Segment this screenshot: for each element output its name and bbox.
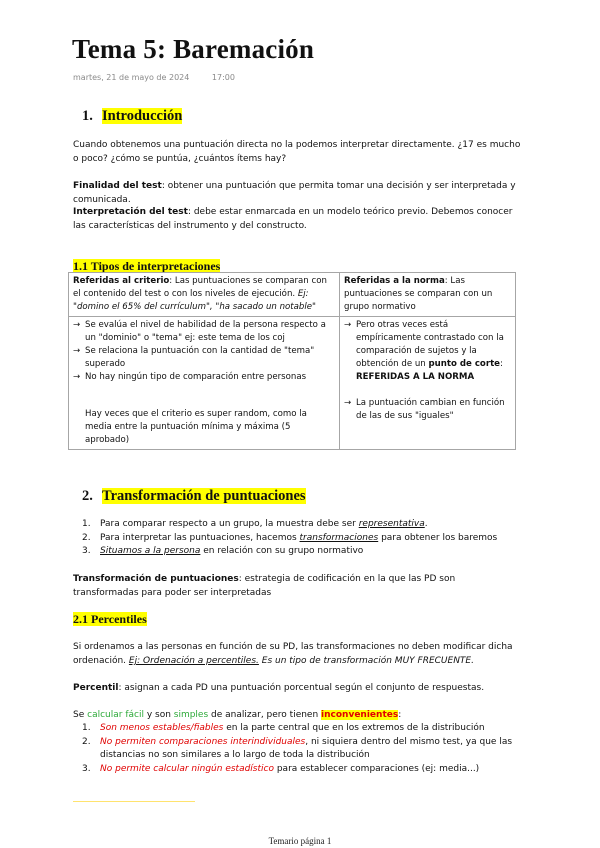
criterio-item [73, 319, 335, 345]
arrow-icon: → [73, 346, 81, 356]
percentiles-emphasis: Es un tipo de transformación MUY FRECUENTE. [258, 656, 474, 666]
section-1-1-title: 1.1 Tipos de interpretaciones [73, 259, 221, 273]
section-1-title: Introducción [102, 108, 183, 124]
page-meta [73, 73, 235, 82]
page-date: martes, 21 de mayo de 2024 [73, 73, 190, 82]
page-footer: Temario página 1 [268, 836, 332, 846]
transformacion-definition [73, 572, 521, 600]
list-text: para obtener los baremos [378, 532, 498, 543]
arrow-icon: → [344, 320, 352, 330]
simples: simples [173, 710, 209, 720]
list-number: 3. [82, 763, 91, 774]
list-number: 3. [82, 546, 91, 556]
page-title: Tema 5: Baremación [72, 34, 315, 64]
list-number: 1. [82, 723, 91, 733]
norma-item-text: Pero otras veces está empíricamente contrastado con la comparación de sujetos y la obtención de un [356, 320, 504, 369]
list-item [82, 763, 522, 777]
list-emphasis: Situamos a la persona [100, 546, 201, 556]
arrow-icon: → [73, 372, 81, 382]
section-2-1-heading [73, 612, 147, 627]
text: de analizar, pero tienen [208, 710, 322, 720]
list-red-text: No permiten comparaciones interindividuales [100, 736, 306, 747]
table-body-row [69, 317, 516, 450]
list-text: Para interpretar las puntuaciones, hacemos [100, 532, 300, 543]
list-text: . [424, 519, 428, 529]
section-1-heading [82, 108, 182, 125]
list-item [82, 736, 522, 763]
list-number: 2. [82, 532, 91, 543]
referidas-norma-caps: REFERIDAS A LA NORMA [356, 372, 475, 382]
criterio-text: : Las puntuaciones se comparan con el contenido del test o con los niveles de ejecución. [73, 276, 327, 299]
list-text: , ni siquiera dentro del mismo test, ya que las distancias no son similares a lo largo de toda la distribución [100, 736, 513, 760]
list-item [82, 532, 522, 546]
finalidad-paragraph [73, 179, 521, 207]
percentiles-text: Si ordenamos a las personas en función de su PD, las transformaciones no deben modificar dicha ordenación. [73, 642, 513, 666]
criterio-item-text: Se evalúa el nivel de habilidad de la persona respecto a un "dominio" o "tema" ej: este tema de los coj [85, 320, 326, 343]
norma-item [344, 397, 511, 423]
table-header-row [69, 273, 516, 317]
arrow-icon: → [73, 320, 81, 330]
transformacion-text: : estrategia de codificación en la que las PD son transformadas para poder ser interpretadas [73, 574, 456, 598]
punto-de-corte: punto de corte [428, 359, 501, 369]
percentil-label: Percentil [73, 683, 119, 693]
criterio-item [73, 371, 335, 384]
list-text: en la parte central que en los extremos de la distribución [223, 723, 485, 733]
section-2-number: 2. [82, 488, 93, 504]
criterio-item [73, 345, 335, 371]
criterio-item-text: Se relaciona la puntuación con la cantidad de "tema" superado [85, 346, 315, 369]
criterio-item-text: No hay ningún tipo de comparación entre personas [85, 372, 307, 382]
interpretations-table [68, 272, 516, 450]
page-time: 17:00 [211, 73, 235, 82]
interpretacion-paragraph [73, 205, 521, 233]
section-1-number: 1. [82, 108, 93, 124]
section-2-title: Transformación de puntuaciones [102, 488, 306, 504]
transformacion-label: Transformación de puntuaciones [73, 574, 239, 584]
criterio-label: Referidas al criterio [73, 276, 170, 286]
criterio-example: Ej: "domino el 65% del currículum", "ha sacado un notable" [73, 289, 317, 312]
list-text: para establecer comparaciones (ej: media...) [273, 763, 480, 774]
norma-text: : Las puntuaciones se comparan con un grupo normativo [344, 276, 493, 312]
list-item [82, 545, 522, 559]
inconvenientes-list [82, 722, 522, 776]
norma-header-cell [340, 273, 516, 317]
text: : [398, 710, 402, 720]
colon: : [500, 359, 503, 369]
criterio-body-cell [69, 317, 340, 450]
list-number: 2. [82, 736, 91, 747]
norma-item [344, 319, 511, 384]
finalidad-text: : obtener una puntuación que permita tomar una decisión y ser interpretada y comunicada. [73, 181, 516, 205]
norma-body-cell [340, 317, 516, 450]
text: Se [73, 710, 88, 720]
list-red-text: Son menos estables/fiables [100, 723, 224, 733]
list-text: Para comparar respecto a un grupo, la muestra debe ser [100, 519, 359, 529]
list-red-text: No permite calcular ningún estadístico [100, 763, 274, 774]
inconvenientes: inconvenientes [321, 710, 399, 720]
interpretacion-text: : debe estar enmarcada en un modelo teórico previo. Debemos conocer las características del instrumento y del constructo. [73, 207, 513, 231]
percentiles-paragraph [73, 640, 521, 668]
section-2-1-title: 2.1 Percentiles [73, 612, 147, 626]
list-text: en relación con su grupo normativo [200, 546, 364, 556]
calcular-facil: calcular fácil [87, 710, 144, 720]
list-number: 1. [82, 519, 91, 529]
interpretacion-label: Interpretación del test [73, 207, 188, 217]
percentiles-example: Ej: Ordenación a percentiles. [128, 656, 259, 666]
intro-paragraph: Cuando obtenemos una puntuación directa no la podemos interpretar directamente. ¿17 es mucho o poco? ¿cómo se puntúa, ¿cuántos ítems hay? [73, 140, 521, 164]
list-emphasis: transformaciones [299, 532, 379, 543]
criterio-note: Hay veces que el criterio es super random, como la media entre la puntuación mínima y máxima (5 aprobado) [85, 409, 307, 445]
percentil-text: : asignan a cada PD una puntuación porcentual según el conjunto de respuestas. [118, 683, 485, 693]
criterio-header-cell [69, 273, 340, 317]
footnote-divider [73, 801, 195, 802]
percentil-definition [73, 681, 521, 695]
section-2-heading [82, 488, 306, 505]
list-item [82, 518, 522, 532]
norma-label: Referidas a la norma [344, 276, 445, 286]
list-emphasis: representativa [358, 519, 425, 529]
transformation-list [82, 518, 522, 559]
text: y son [143, 710, 174, 720]
finalidad-label: Finalidad del test [73, 181, 162, 191]
ventajas-line [73, 708, 521, 722]
norma-item-text: La puntuación cambian en función de las de sus "iguales" [356, 398, 505, 421]
list-item [82, 722, 522, 736]
arrow-icon: → [344, 398, 352, 408]
